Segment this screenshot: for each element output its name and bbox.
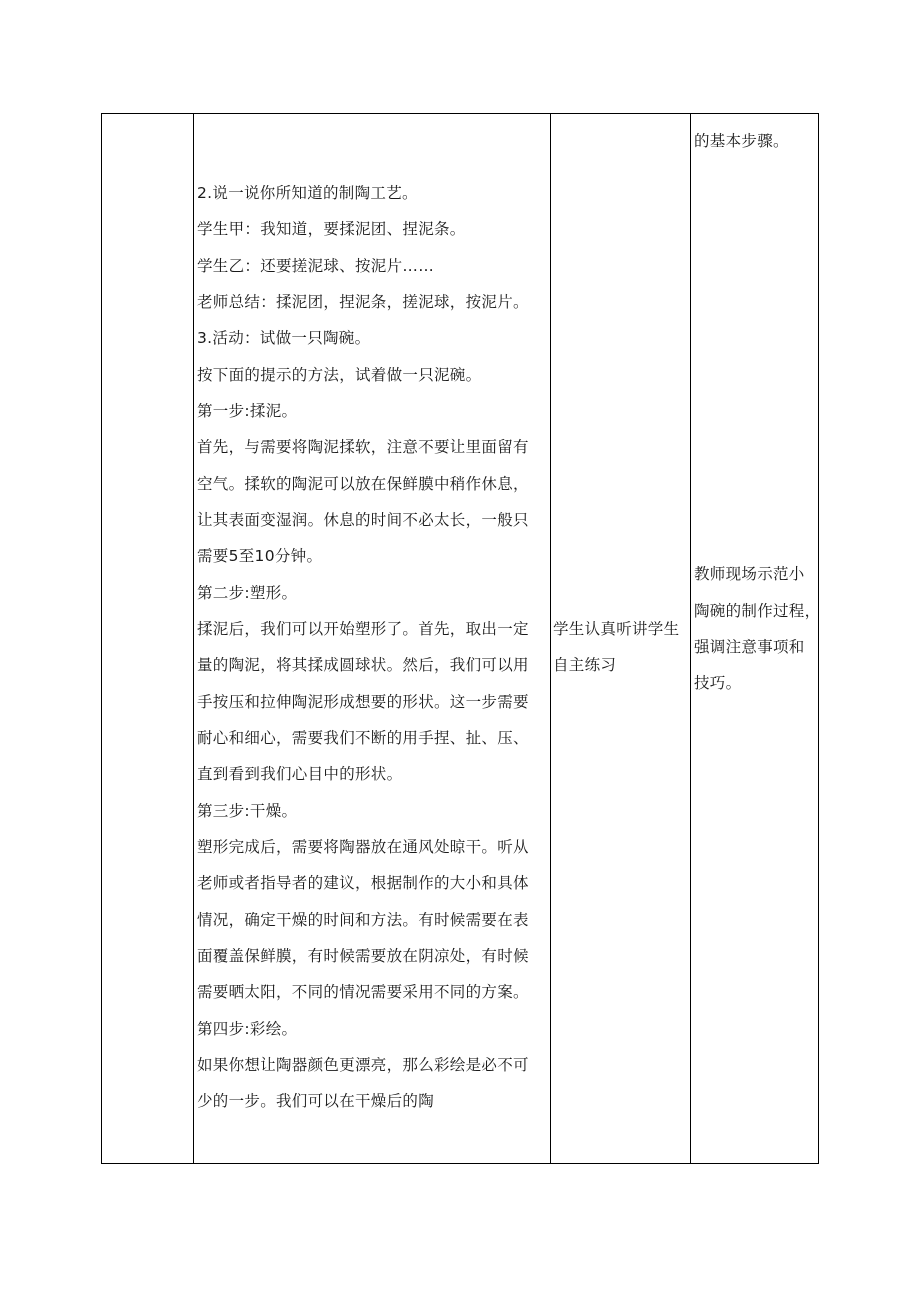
content-line: 第四步:彩绘。 [197,1020,298,1038]
content-line: 塑形完成后，需要将陶器放在通风处晾干。听从 [197,838,529,856]
content-line: 让其表面变湿润。休息的时间不必太长，一般只 [197,511,529,529]
content-line: 如果你想让陶器颜色更漂亮，那么彩绘是必不可 [197,1056,529,1074]
content-line: 面覆盖保鲜膜，有时候需要放在阴凉处，有时候 [197,947,529,965]
content-line: 直到看到我们心目中的形状。 [197,765,403,783]
lesson-plan-table [101,113,819,1164]
student-activity-line: 自主练习 [553,656,617,674]
content-line: 首先，与需要将陶泥揉软，注意不要让里面留有 [197,438,529,456]
teacher-note-line: 教师现场示范小 [694,565,805,583]
content-line: 揉泥后，我们可以开始塑形了。首先，取出一定 [197,620,529,638]
student-activity-line: 学生认真听讲学生 [553,620,680,638]
content-line: 空气。揉软的陶泥可以放在保鲜膜中稍作休息， [197,475,529,493]
content-line: 老师或者指导者的建议，根据制作的大小和具体 [197,874,529,892]
content-line: 按下面的提示的方法，试着做一只泥碗。 [197,366,482,384]
content-line: 需要5至10分钟。 [197,547,323,565]
teacher-note-top: 的基本步骤。 [694,132,789,150]
content-line: 第二步:塑形。 [197,584,298,602]
content-line: 少的一步。我们可以在干燥后的陶 [197,1092,435,1110]
content-line: 需要晒太阳，不同的情况需要采用不同的方案。 [197,983,529,1001]
content-line: 第三步:干燥。 [197,802,298,820]
student-activity-cell [551,114,691,1163]
content-line: 学生乙：还要搓泥球、按泥片…… [197,257,435,275]
content-line: 第一步:揉泥。 [197,402,298,420]
teacher-note-line: 技巧。 [694,674,742,692]
content-line: 耐心和细心，需要我们不断的用手捏、扯、压、 [197,729,529,747]
content-line: 情况，确定干燥的时间和方法。有时候需要在表 [197,911,529,929]
teacher-note-line: 强调注意事项和 [694,638,805,656]
content-line: 手按压和拉伸陶泥形成想要的形状。这一步需要 [197,693,529,711]
teacher-note-cell [691,114,820,1163]
content-line: 学生甲：我知道，要揉泥团、捏泥条。 [197,220,466,238]
content-line: 量的陶泥，将其揉成圆球状。然后，我们可以用 [197,656,529,674]
content-line: 2.说一说你所知道的制陶工艺。 [197,184,418,202]
content-line: 老师总结：揉泥团，捏泥条，搓泥球，按泥片。 [197,293,529,311]
content-line: 3.活动：试做一只陶碗。 [197,329,371,347]
teacher-note-line: 陶碗的制作过程， [694,602,821,620]
teaching-content-cell [194,114,551,1163]
table-column-blank [102,114,194,1163]
